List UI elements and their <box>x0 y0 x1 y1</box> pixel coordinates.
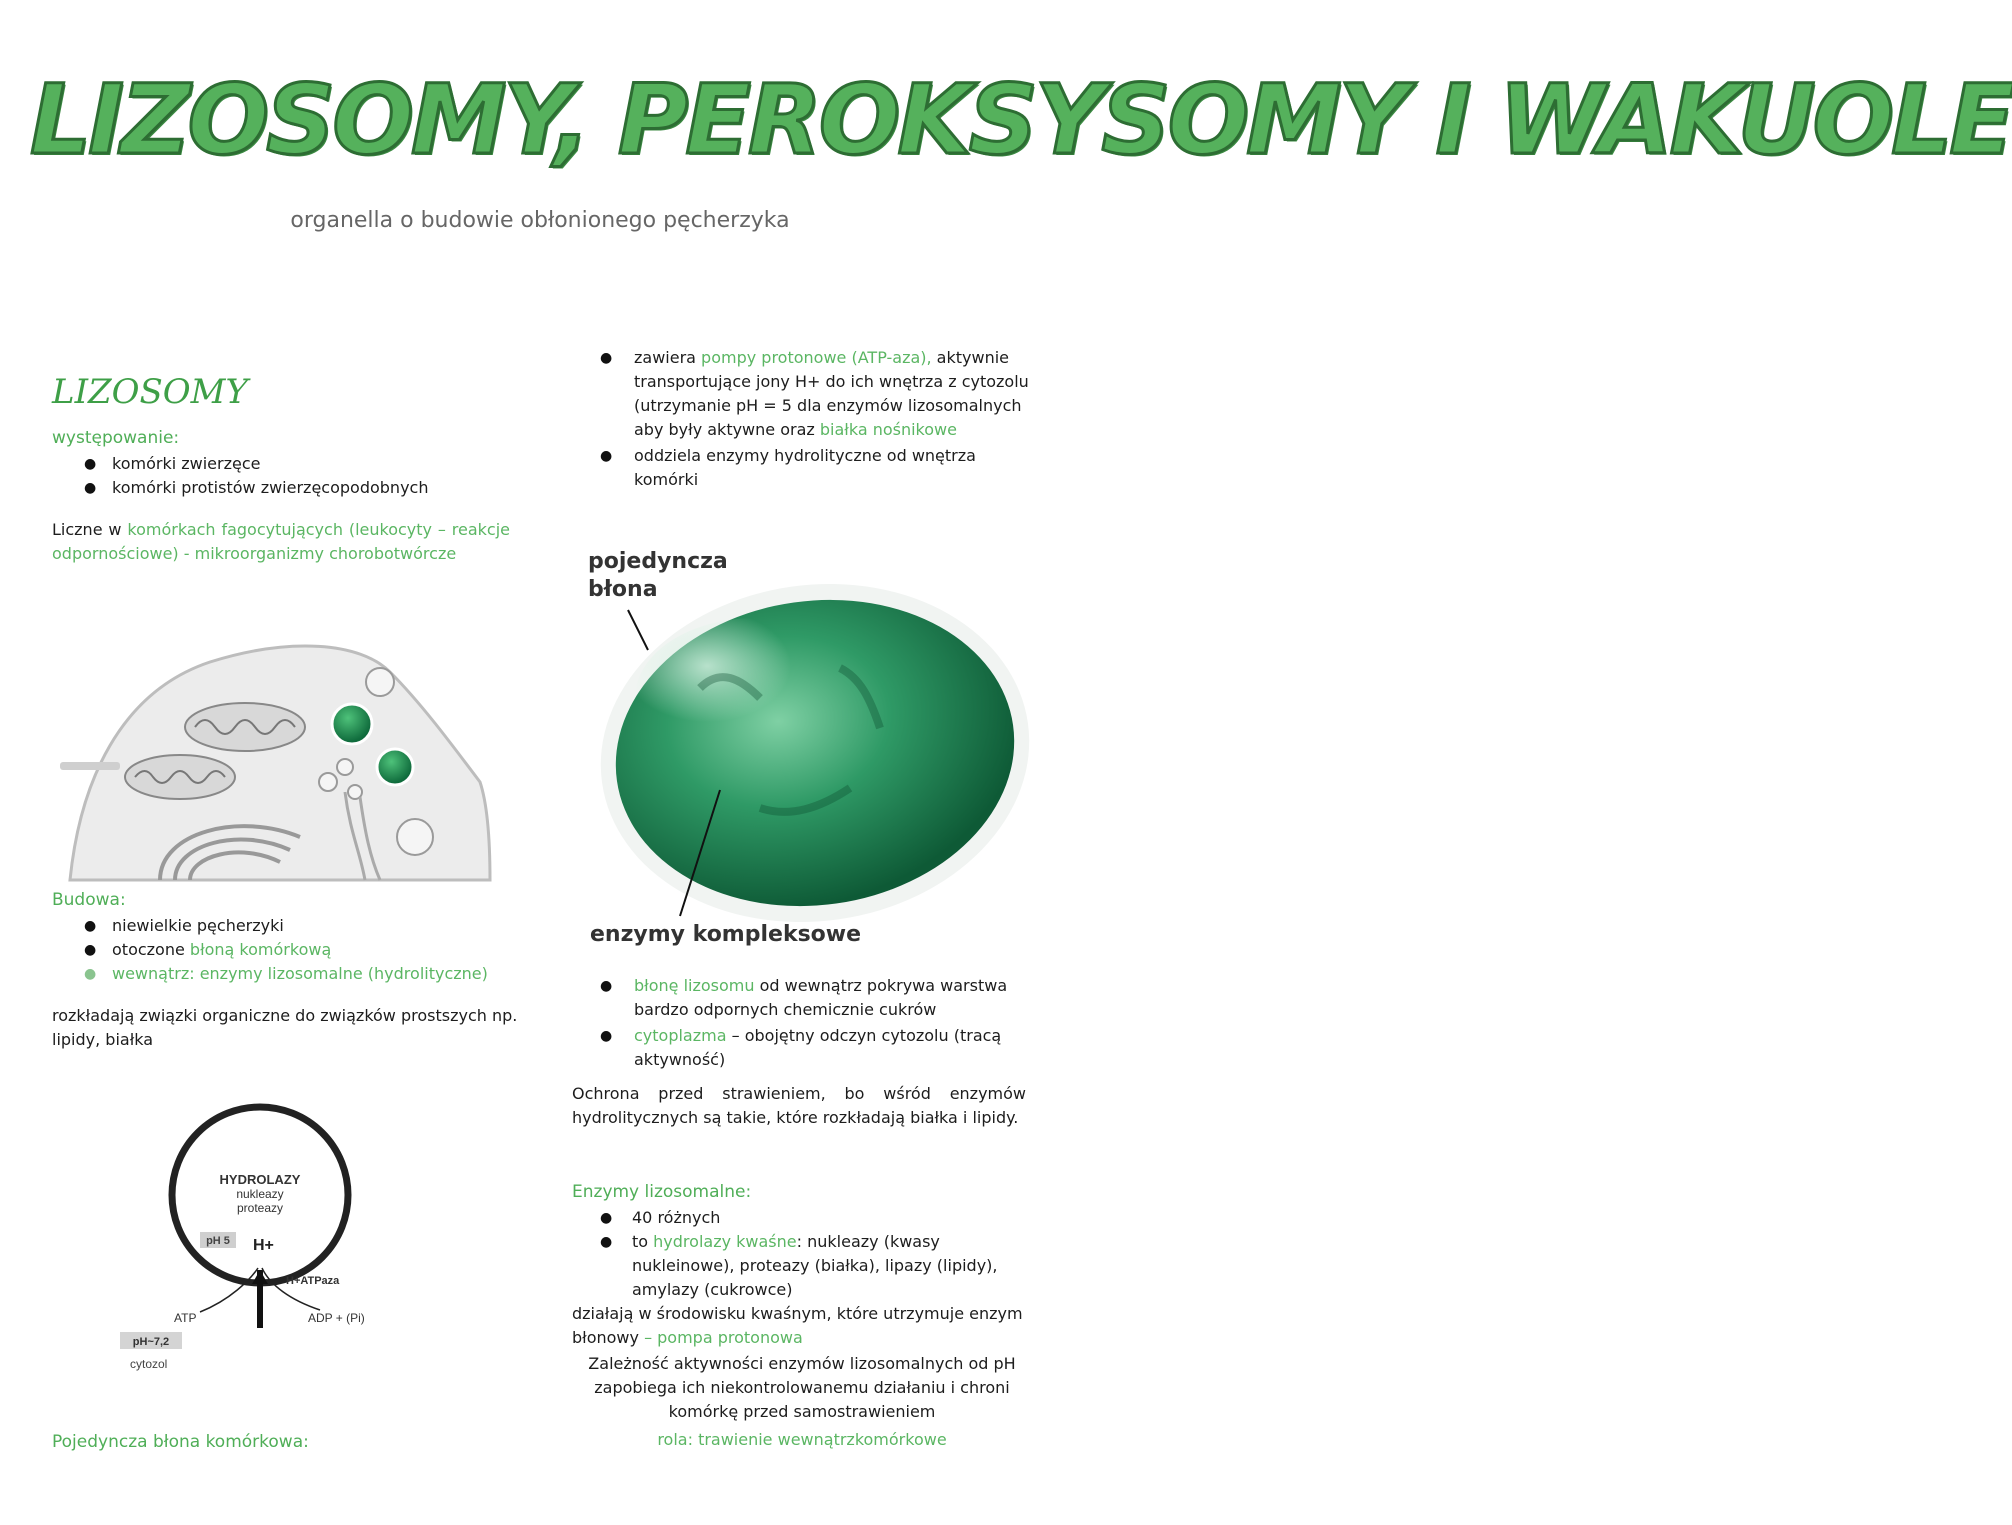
diagram-line2: proteazy <box>236 1201 284 1215</box>
lysosome-2 <box>377 749 413 785</box>
pump-label: H+ATPaza <box>286 1275 340 1287</box>
rola-text <box>572 1428 1032 1452</box>
enzymes-list <box>572 1206 1032 1302</box>
zaleznosc-text: Zależność aktywności enzymów lizosomalnych od pH zapobiega ich niekontrolowanemu działaniu i chroni komórkę przed samostrawieniem <box>588 1354 1016 1421</box>
liczne-paragraph <box>52 518 510 566</box>
list-item <box>52 914 552 938</box>
item-text: aktywnie transportujące jony H+ do ich wnętrza z cytozolu (utrzymanie pH = 5 dla enzymów lizosomalnych aby były aktywne oraz <box>634 348 1029 439</box>
liczne-highlight: komórkach fagocytujących (leukocyty – reakcje odpornościowe) - mikroorganizmy chorobotwórcze <box>52 520 510 563</box>
item-highlight: hydrolazy kwaśne <box>653 1232 797 1251</box>
list-item <box>580 1024 1040 1072</box>
budowa-list <box>52 914 552 986</box>
membrane-pointer <box>628 610 648 650</box>
lysosome-1 <box>332 704 372 744</box>
ochrona-paragraph: Ochrona przed strawieniem, bo wśród enzymów hydrolitycznych są takie, które rozkładają białka i lipidy. <box>572 1084 1026 1127</box>
section-heading-lizosomy: LIZOSOMY <box>52 372 248 412</box>
occurrence-label: występowanie: <box>52 428 180 448</box>
right-top-list <box>580 346 1040 492</box>
list-item <box>52 962 552 986</box>
lysosome-organelle-illustration <box>580 548 1040 960</box>
item-text: – obojętny odczyn cytozolu (tracą aktywność) <box>634 1026 1002 1069</box>
budowa-label: Budowa: <box>52 890 126 910</box>
cytoskeleton-fiber <box>60 762 120 770</box>
item-highlight: cytoplazma <box>634 1026 727 1045</box>
adp-label: ADP + (Pi) <box>308 1311 365 1325</box>
page-title: LIZOSOMY, PEROKSYSOMY I WAKUOLE <box>30 64 2012 176</box>
atp-label: ATP <box>174 1311 197 1325</box>
item-highlight: białka nośnikowe <box>819 420 957 439</box>
item-highlight: wewnątrz: enzymy lizosomalne (hydrolityczne) <box>112 964 488 983</box>
list-item: ● komórki zwierzęce <box>52 452 532 476</box>
mitochondrion-2 <box>125 755 235 799</box>
item-highlight: błoną komórkową <box>189 940 332 959</box>
item-text: zawiera <box>634 348 702 367</box>
item-text: otoczone <box>112 940 190 959</box>
dzialaja-text <box>572 1302 1032 1350</box>
ph-inside: pH 5 <box>206 1235 230 1247</box>
item-text: : nukleazy (kwasy nukleinowe), proteazy (białka), lipazy (lipidy), amylazy (cukrowce) <box>632 1232 998 1299</box>
list-item <box>52 938 552 962</box>
item-highlight: pompy protonowe (ATP-aza), <box>701 348 932 367</box>
animal-cell-illustration <box>60 632 500 880</box>
ph-outside: pH~7,2 <box>132 1336 170 1348</box>
rola-label: rola: <box>657 1430 693 1449</box>
dzialaja-plain: działają w środowisku kwaśnym, które utrzymuje enzym błonowy <box>572 1304 1023 1347</box>
diagram-title: HYDROLAZY <box>219 1172 301 1187</box>
item-text: to <box>632 1232 654 1251</box>
list-item: ● komórki protistów zwierzęcopodobnych <box>52 476 532 500</box>
diagram-line1: nukleazy <box>236 1187 284 1201</box>
item-highlight: błonę lizosomu <box>634 976 755 995</box>
list-item <box>572 1230 1032 1302</box>
liczne-prefix: Liczne w <box>52 520 128 539</box>
membrane-label: pojedyncza błona <box>588 549 728 602</box>
list-item <box>580 346 1040 442</box>
cytozol-label: cytozol <box>130 1357 168 1371</box>
right-mid-list <box>580 974 1040 1072</box>
enzymes-section-label: Enzymy lizosomalne: <box>572 1182 752 1202</box>
enzymes-label: enzymy kompleksowe <box>590 922 862 947</box>
occurrence-list <box>52 452 532 500</box>
item-text: od wewnątrz pokrywa warstwa bardzo odpornych chemicznie cukrów <box>634 976 1008 1019</box>
proton-label: H+ <box>253 1237 274 1254</box>
single-membrane-label: Pojedyncza błona komórkowa: <box>52 1432 309 1452</box>
list-item: ● 40 różnych <box>572 1206 1032 1230</box>
list-item: ● oddziela enzymy hydrolityczne od wnętrza komórki <box>580 444 1040 492</box>
hydrolase-diagram <box>110 1100 400 1390</box>
page-subtitle: organella o budowie obłonionego pęcherzyka <box>290 208 790 233</box>
list-item <box>580 974 1040 1022</box>
mitochondrion-1 <box>185 703 305 751</box>
rola-value: trawienie wewnątrzkomórkowe <box>698 1430 947 1449</box>
dzialaja-highlight: – pompa protonowa <box>644 1328 803 1347</box>
item-text: niewielkie pęcherzyki <box>112 916 284 935</box>
rozklad-text: rozkładają związki organiczne do związków prostszych np. lipidy, białka <box>52 1006 518 1049</box>
